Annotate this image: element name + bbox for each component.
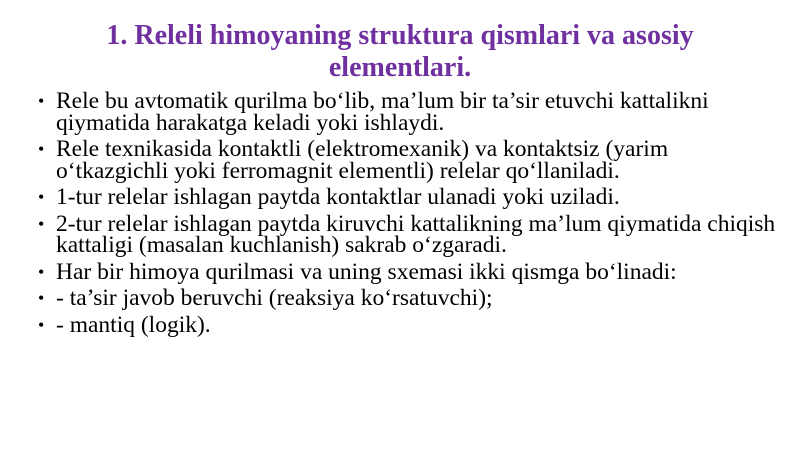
bullet-list bbox=[38, 88, 778, 341]
bullet-text: Har bir himoya qurilmasi va uning sxemasi ikki qismga bo‘linadi: bbox=[56, 258, 677, 285]
bullet-marker: • bbox=[38, 139, 45, 159]
bullet-text: - mantiq (logik). bbox=[56, 311, 211, 338]
bullet-item bbox=[38, 311, 778, 338]
bullet-item bbox=[38, 88, 778, 136]
bullet-text: 2-tur relelar ishlagan paytda kiruvchi kattalikning ma’lum qiymatida chiqish kattaligi (masalan kuchlanish) sakrab o‘zgaradi. bbox=[56, 210, 776, 258]
bullet-marker: • bbox=[38, 261, 45, 282]
bullet-marker: • bbox=[38, 91, 45, 111]
bullet-marker: • bbox=[38, 187, 45, 207]
bullet-marker: • bbox=[38, 314, 45, 335]
bullet-marker: • bbox=[38, 213, 45, 234]
bullet-item bbox=[38, 258, 778, 285]
bullet-text: - ta’sir javob beruvchi (reaksiya ko‘rsatuvchi); bbox=[56, 285, 493, 311]
bullet-item bbox=[38, 136, 778, 184]
bullet-text: 1-tur relelar ishlagan paytda kontaktlar ulanadi yoki uziladi. bbox=[56, 184, 620, 210]
bullet-text: Rele bu avtomatik qurilma bo‘lib, ma’lum bir ta’sir etuvchi kattalikni qiymatida harakatga keladi yoki ishlaydi. bbox=[56, 88, 709, 136]
slide-title: 1. Releli himoyaning struktura qismlari va asosiy elementlari. bbox=[106, 20, 694, 83]
bullet-item bbox=[38, 285, 778, 311]
bullet-marker: • bbox=[38, 288, 45, 308]
bullet-item bbox=[38, 210, 778, 258]
bullet-text: Rele texnikasida kontaktli (elektromexanik) va kontaktsiz (yarim o‘tkazgichli yoki ferromagnit elementli) relelar qo‘llaniladi. bbox=[56, 136, 669, 184]
bullet-item bbox=[38, 184, 778, 210]
